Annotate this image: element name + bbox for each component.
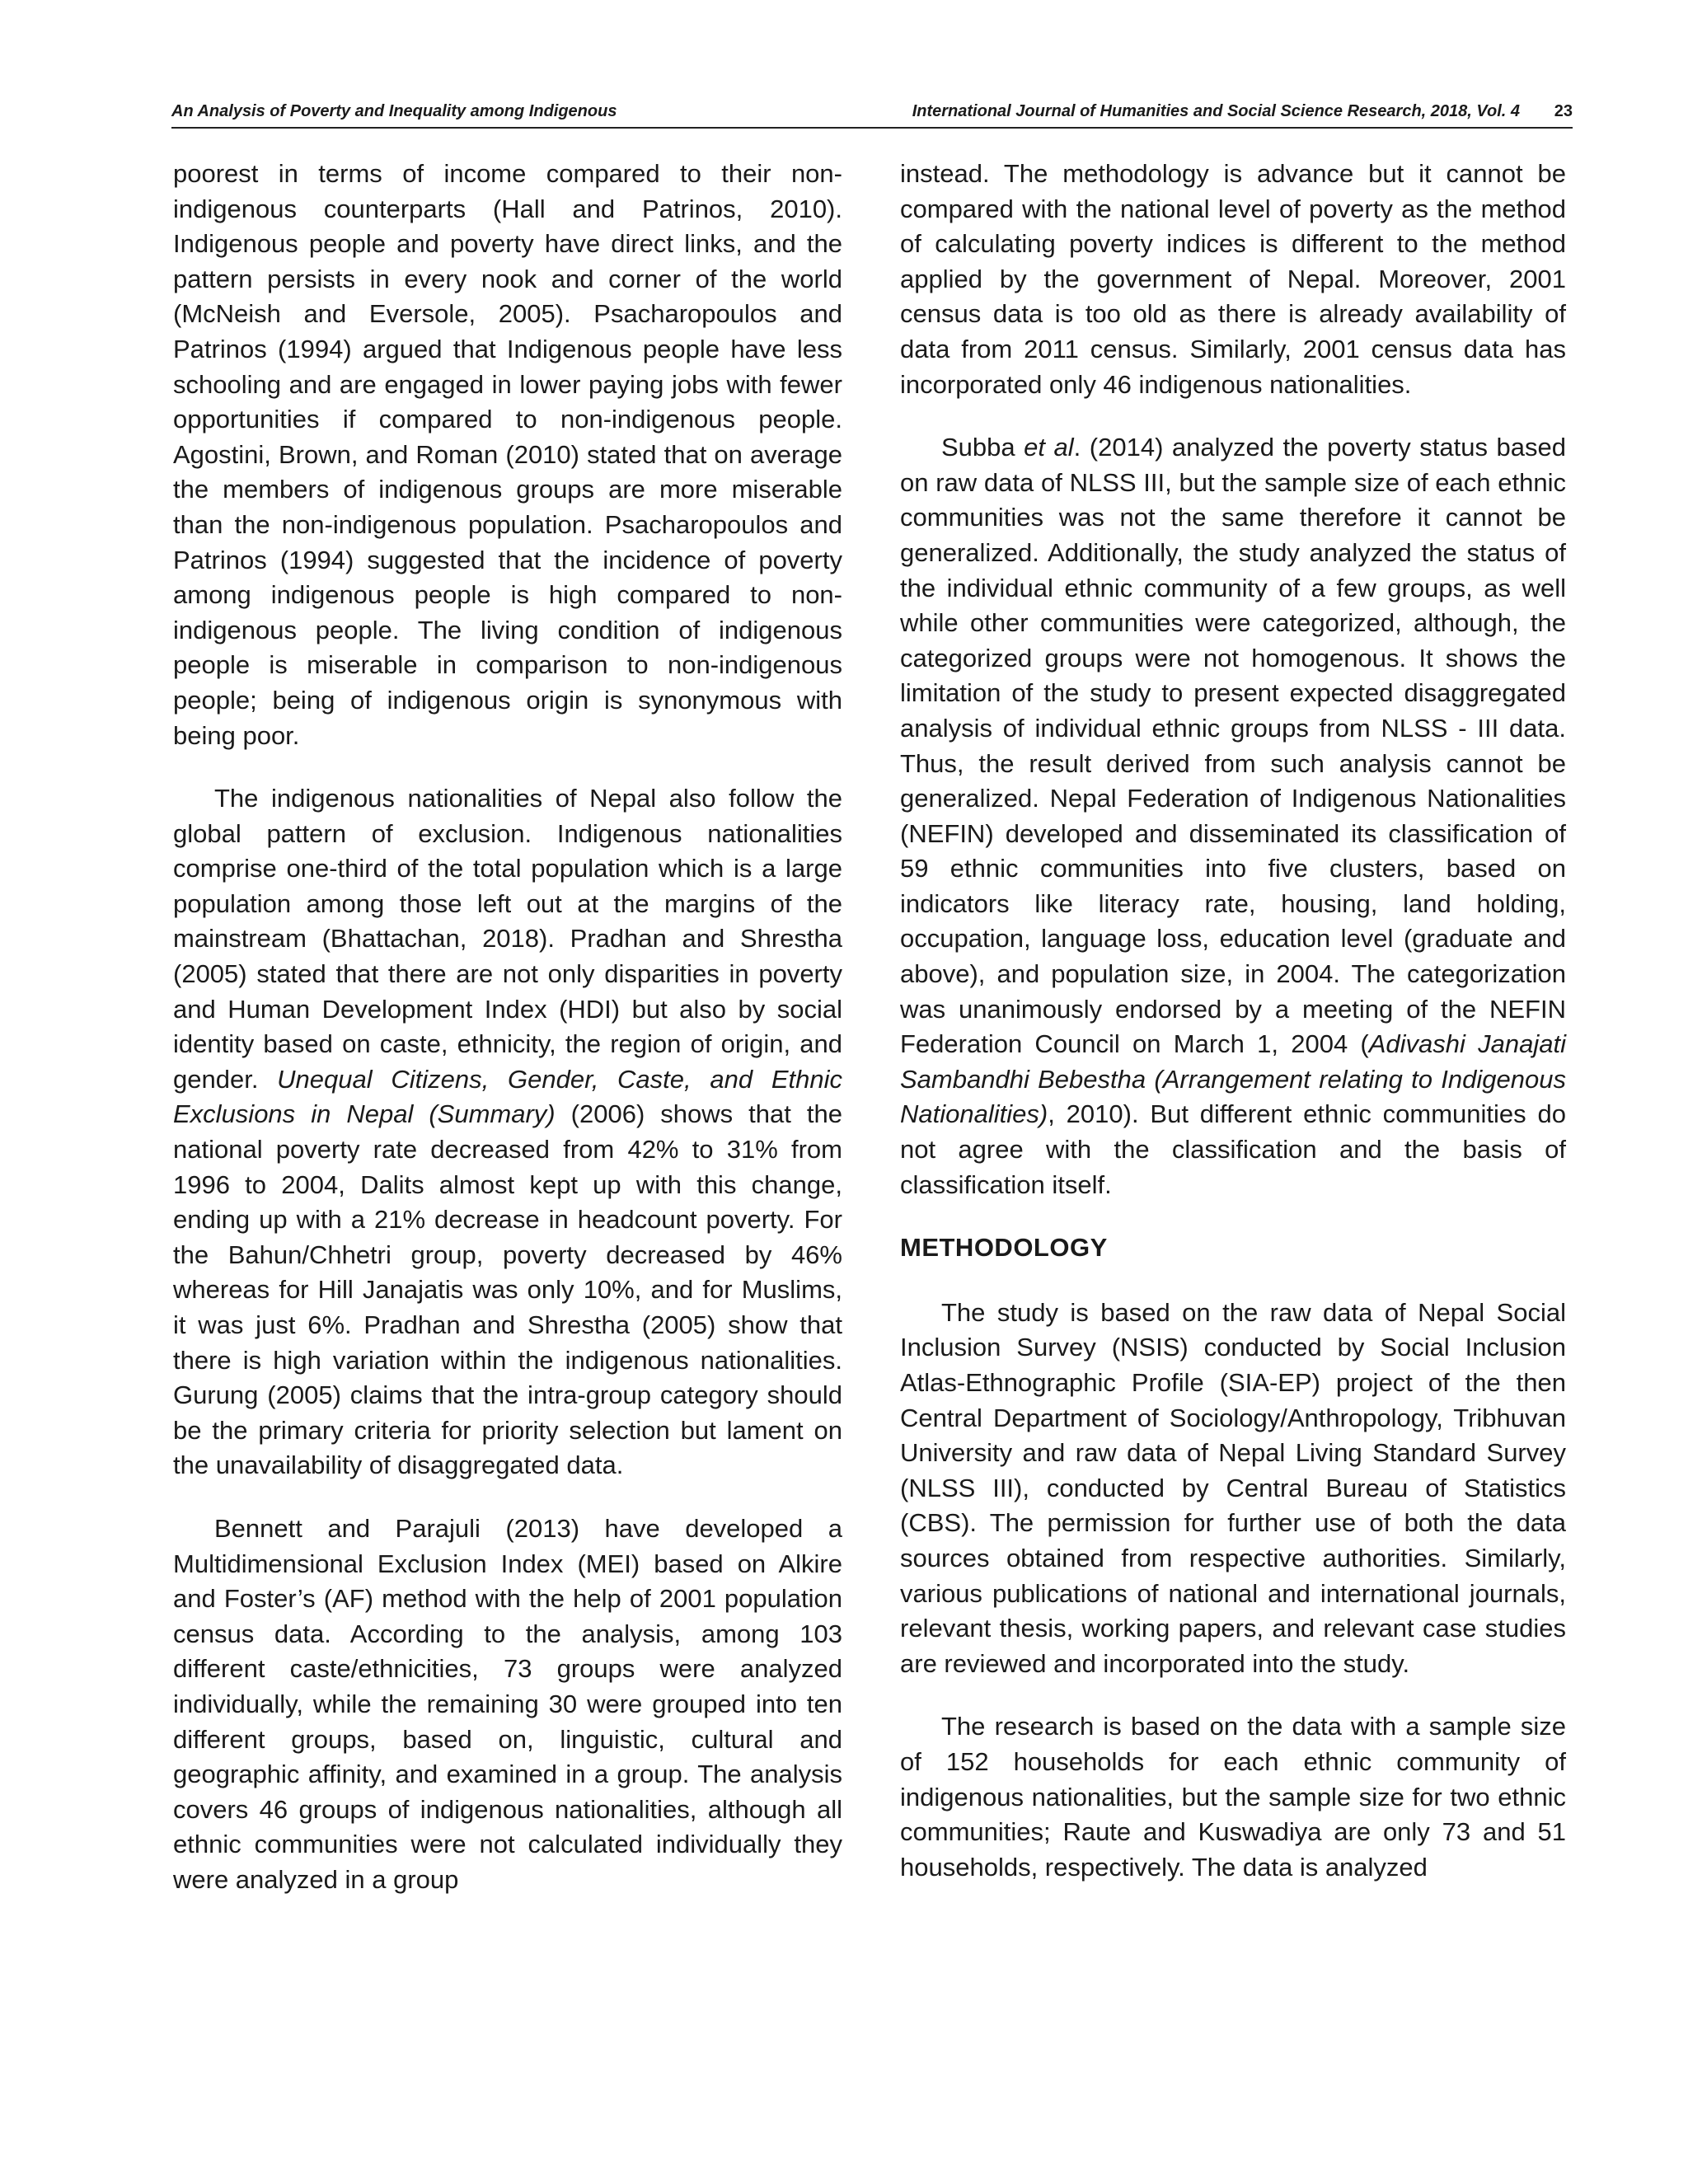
paragraph-subba-nefin xyxy=(900,430,1566,1202)
paragraph-methodology-limits: instead. The methodology is advance but it cannot be compared with the national level of poverty as the method of calculating poverty indices is different to the method applied by the government of Nepal. Moreover, 2001 census data is too old as there is already availability of data from 2011 census. Similarly, 2001 census data has incorporated only 46 indigenous nationalities. xyxy=(900,159,1566,399)
page-number: 23 xyxy=(1554,102,1573,120)
paragraph-nepal-exclusion xyxy=(173,781,842,1483)
left-column xyxy=(173,157,842,1926)
italic-title: Adivashi Janajati Sambandhi Bebestha (Arrangement relating to Indigenous Nationalities) xyxy=(900,1029,1567,1129)
header-journal-citation: International Journal of Humanities and Social Science Research, 2018, Vol. 4 xyxy=(912,102,1520,120)
running-header xyxy=(171,99,1573,129)
header-article-title: An Analysis of Poverty and Inequality among Indigenous xyxy=(171,102,617,120)
paragraph-text: The indigenous nationalities of Nepal also follow the global pattern of exclusion. Indigenous nationalities comprise one-third of the total population which is a large population among those left out at the margins of the mainstream (Bhattachan, 2018). Pradhan and Shrestha (2005) stated that there are not only disparities in poverty and Human Development Index (HDI) but also by social identity based on caste, ethnicity, the region of origin, and gender. xyxy=(173,784,842,1094)
paragraph-text: (2006) shows that the national poverty rate decreased from 42% to 31% from 1996 to 2004, Dalits almost kept up with this change, ending up with a 21% decrease in headcount poverty. For the Bahun/Chhetri group, poverty decreased by 46% whereas for Hill Janajatis was only 10%, and for Muslims, it was just 6%. Pradhan and Shrestha (2005) show that there is high variation within the indigenous nationalities. Gurung (2005) claims that the intra-group category should be the primary criteria for priority selection but lament on the unavailability of disaggregated data. xyxy=(173,1099,842,1480)
italic-et-al: et al xyxy=(1024,433,1074,462)
paragraph-poverty-links: poorest in terms of income compared to their non-indigenous counterparts (Hall and Patrinos, 2010). Indigenous people and poverty have direct links, and the pattern persists in every nook and corner of the world (McNeish and Eversole, 2005). Psacharopoulos and Patrinos (1994) argued that Indigenous people have less schooling and are engaged in lower paying jobs with fewer opportunities if compared to non-indigenous people. Agostini, Brown, and Roman (2010) stated that on average the members of indigenous groups are more miserable than the non-indigenous population. Psacharopoulos and Patrinos (1994) suggested that the incidence of poverty among indigenous people is high compared to non-indigenous people. The living condition of indigenous people is miserable in comparison to non-indigenous people; being of indigenous origin is synonymous with being poor. xyxy=(173,159,842,750)
section-heading-methodology: METHODOLOGY xyxy=(900,1233,1108,1263)
italic-title: Unequal Citizens, Gender, Caste, and Ethnic Exclusions in Nepal (Summary) xyxy=(173,1064,842,1129)
paragraph-text: , 2010). But different ethnic communities do not agree with the classification and the basis of classification itself. xyxy=(900,1099,1566,1199)
paragraph-text: . (2014) analyzed the poverty status based on raw data of NLSS III, but the sample size of each ethnic communities was not the same therefore it cannot be generalized. Additionally, the study analyzed the status of the individual ethnic community of a few groups, as well while other communities were categorized, although, the categorized groups were not homogenous. It shows the limitation of the study to present expected disaggregated analysis of individual ethnic groups from NLSS - III data. Thus, the result derived from such analysis cannot be generalized. Nepal Federation of Indigenous Nationalities (NEFIN) developed and disseminated its classification of 59 ethnic communities into five clusters, based on indicators like literacy rate, housing, land holding, occupation, language loss, education level (graduate and above), and population size, in 2004. The categorization was unanimously endorsed by a meeting of the NEFIN Federation Council on March 1, 2004 ( xyxy=(900,433,1566,1059)
paragraph-text: Subba xyxy=(941,433,1025,462)
paragraph-mei-analysis: Bennett and Parajuli (2013) have developed a Multidimensional Exclusion Index (MEI) based on Alkire and Foster’s (AF) method with the help of 2001 population census data. According to the analysis, among 103 different caste/ethnicities, 73 groups were analyzed individually, while the remaining 30 were grouped into ten different groups, based on, linguistic, cultural and geographic affinity, and examined in a group. The analysis covers 46 groups of indigenous nationalities, although all ethnic communities were not calculated individually they were analyzed in a group xyxy=(173,1513,842,1894)
paragraph-sample-size: The research is based on the data with a sample size of 152 households for each ethnic community of indigenous nationalities, but the sample size for two ethnic communities; Raute and Kuswadiya are only 73 and 51 households, respectively. The data is analyzed xyxy=(900,1712,1566,1882)
right-column xyxy=(900,157,1566,1913)
paragraph-data-sources: The study is based on the raw data of Nepal Social Inclusion Survey (NSIS) conducted by Social Inclusion Atlas-Ethnographic Profile (SIA-EP) project of the then Central Department of Sociology/Anthropology, Tribhuvan University and raw data of Nepal Living Standard Survey (NLSS III), conducted by Central Bureau of Statistics (CBS). The permission for further use of both the data sources obtained from respective authorities. Similarly, various publications of national and international journals, relevant thesis, working papers, and relevant case studies are reviewed and incorporated into the study. xyxy=(900,1297,1566,1678)
